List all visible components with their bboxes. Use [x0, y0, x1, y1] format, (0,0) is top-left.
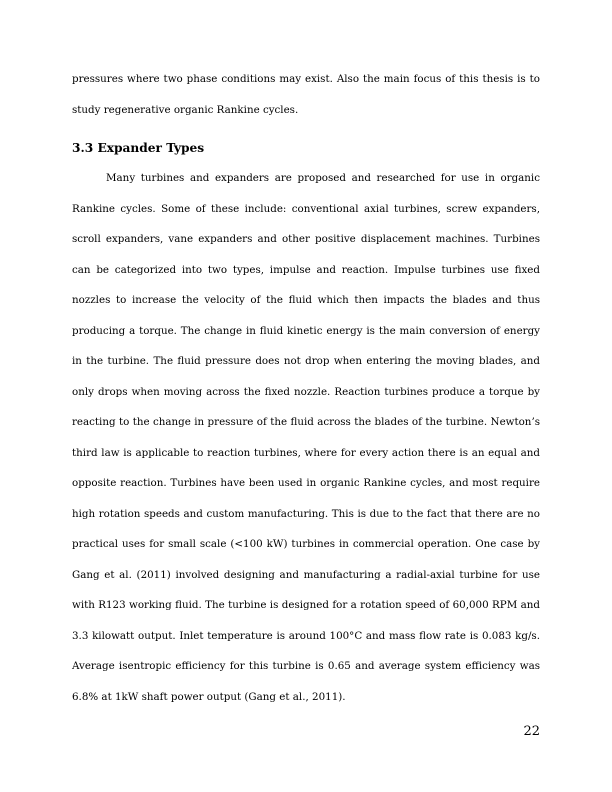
intro-paragraph: pressures where two phase conditions may exist. Also the main focus of this thesis is to study regenerative organic Rankine cycles. — [72, 73, 540, 116]
body-paragraph: Many turbines and expanders are proposed and researched for use in organic Rankine cycles. Some of these include: conventional axial turbines, screw expanders, scroll expanders, vane expanders and other positive displacement machines. Turbines can be categorized into two types, impulse and reaction. Impulse turbines use fixed nozzles to increase the velocity of the fluid which then impacts the blades and thus producing a torque. The change in fluid kinetic energy is the main conversion of energy in the turbine. The fluid pressure does not drop when entering the moving blades, and only drops when moving across the fixed nozzle. Reaction turbines produce a torque by reacting to the change in pressure of the fluid across the blades of the turbine. Newton’s third law is applicable to reaction turbines, where for every action there is an equal and opposite reaction. Turbines have been used in organic Rankine cycles, and most require high rotation speeds and custom manufacturing. This is due to the fact that there are no practical uses for small scale (<100 kW) turbines in commercial operation. One case by Gang et al. (2011) involved designing and manufacturing a radial-axial turbine for use with R123 working fluid. The turbine is designed for a rotation speed of 60,000 RPM and 3.3 kilowatt output. Inlet temperature is around 100°C and mass flow rate is 0.083 kg/s. Average isentropic efficiency for this turbine is 0.65 and average system efficiency was 6.8% at 1kW shaft power output (Gang et al., 2011). — [72, 172, 540, 703]
page-number: 22 — [523, 724, 540, 739]
section-heading: 3.3 Expander Types — [72, 141, 205, 155]
document-page — [72, 64, 540, 712]
